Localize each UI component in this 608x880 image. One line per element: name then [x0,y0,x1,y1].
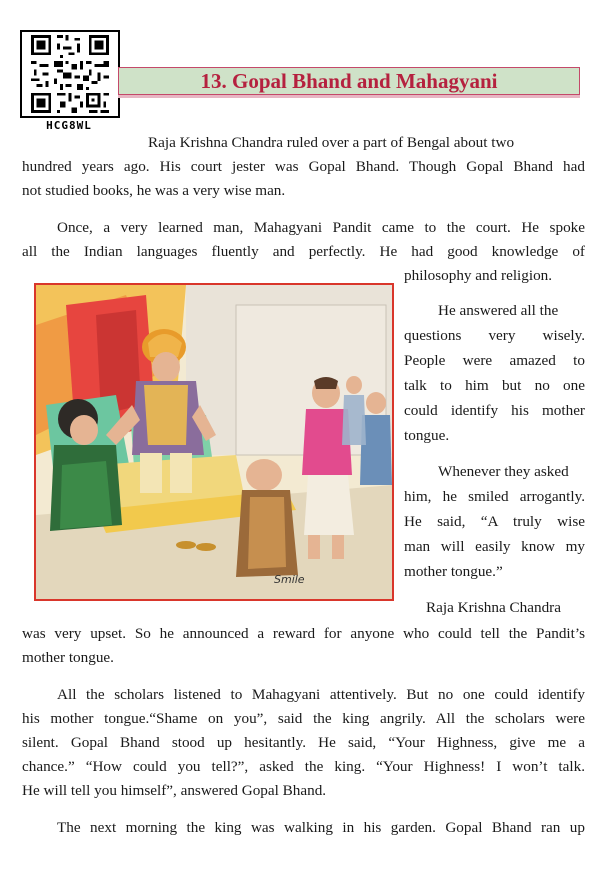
text-line: mother tongue.” [404,563,503,580]
text-line: Whenever they asked [438,463,569,480]
text-line: Once, a very learned man, Mahagyani Pandit came to the court. He spoke [57,219,585,236]
text-line: The next morning the king was walking in his garden. Gopal Bhand ran up [57,819,585,836]
text-line: hundred years ago. His court jester was Gopal Bhand. Though Gopal Bhand had [22,158,585,175]
text-line: He said, “A truly wise [404,513,585,530]
text-line: Raja Krishna Chandra ruled over a part of Bengal about two [148,134,515,151]
text-line: questions very wisely. [404,327,585,344]
text-line: talk to him but no one [404,377,585,394]
court-scene-illustration [36,285,392,599]
story-illustration [34,283,394,601]
qr-code-icon [20,30,120,118]
text-line: All the scholars listened to Mahagyani attentively. But no one could identify [57,686,585,703]
text-line: all the Indian languages fluently and perfectly. He had good knowledge of [22,243,585,260]
text-line: tongue. [404,427,450,444]
text-line: man will easily know my [404,538,585,555]
text-line: philosophy and religion. [404,267,553,284]
qr-code-label: HCG8WL [46,119,92,132]
title-banner-shadow [118,95,580,98]
title-banner [118,67,580,95]
text-line: mother tongue. [22,649,114,666]
text-line: He will tell you himself”, answered Gopal Bhand. [22,782,327,799]
text-line: him, he smiled arrogantly. [404,488,585,505]
text-line: He answered all the [438,302,559,319]
text-line: was very upset. So he announced a reward for anyone who could tell the Pandit’s [22,625,585,642]
text-line: not studied books, he was a very wise man. [22,182,286,199]
text-line: Raja Krishna Chandra [426,599,561,616]
text-line: his mother tongue.“Shame on you”, said the king angrily. All the scholars were [22,710,585,727]
chapter-title: 13. Gopal Bhand and Mahagyani [200,69,498,93]
qr-block [20,30,118,134]
text-line: silent. Gopal Bhand stood up hesitantly. He said, “Your Highness, give me a [22,734,585,751]
text-line: People were amazed to [404,352,585,369]
text-line: could identify his mother [404,402,585,419]
artist-signature: Smile [274,573,305,586]
text-line: chance.” “How could you tell?”, asked the king. “Your Highness! I won’t talk. [22,758,585,775]
